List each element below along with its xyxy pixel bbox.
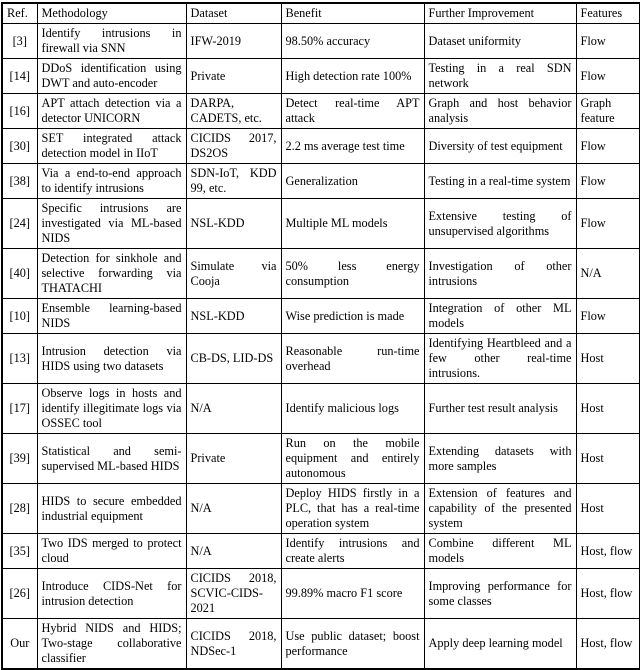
ref-cell: [16] [2,94,37,129]
table-body [2,24,640,670]
ref-cell: [10] [2,299,37,334]
benefit-cell: Identify intrusions and create alerts [281,534,424,569]
improvement-cell: Combine different ML models [424,534,576,569]
methodology-cell: Statistical and semi-supervised ML-based HIDS [37,434,186,484]
benefit-cell: 2.2 ms average test time [281,129,424,164]
dataset-cell: SDN-IoT, KDD 99, etc. [186,164,281,199]
table-row [2,199,640,249]
improvement-cell: Extension of features and capability of the presented system [424,484,576,534]
table-row [2,24,640,59]
benefit-cell: High detection rate 100% [281,59,424,94]
benefit-cell: 50% less energy consumption [281,249,424,299]
table-row [2,384,640,434]
features-cell: Flow [576,164,640,199]
improvement-cell: Testing in a real SDN network [424,59,576,94]
improvement-cell: Graph and host behavior analysis [424,94,576,129]
features-cell: Host [576,484,640,534]
methodology-cell: Detection for sinkhole and selective forwarding via THATACHI [37,249,186,299]
benefit-cell: Reasonable run-time overhead [281,334,424,384]
benefit-cell: Run on the mobile equipment and entirely autonomous [281,434,424,484]
dataset-cell: N/A [186,384,281,434]
features-cell: N/A [576,249,640,299]
improvement-cell: Improving performance for some classes [424,569,576,619]
benefit-cell: Identify malicious logs [281,384,424,434]
improvement-cell: Apply deep learning model [424,619,576,670]
header-ref: Ref. [2,3,37,24]
ref-cell: [17] [2,384,37,434]
methodology-cell: Via a end-to-end approach to identify intrusions [37,164,186,199]
features-cell: Flow [576,59,640,94]
table-row [2,619,640,670]
improvement-cell: Integration of other ML models [424,299,576,334]
methodology-cell: Intrusion detection via HIDS using two datasets [37,334,186,384]
header-benefit: Benefit [281,3,424,24]
features-cell: Host [576,434,640,484]
ref-cell: [38] [2,164,37,199]
table-row [2,484,640,534]
methodology-cell: SET integrated attack detection model in IIoT [37,129,186,164]
ref-cell: [39] [2,434,37,484]
improvement-cell: Investigation of other intrusions [424,249,576,299]
dataset-cell: CICIDS 2018, NDSec-1 [186,619,281,670]
dataset-cell: Private [186,59,281,94]
features-cell: Graph feature [576,94,640,129]
header-dataset: Dataset [186,3,281,24]
ref-cell: [30] [2,129,37,164]
methodology-cell: DDoS identification using DWT and auto-encoder [37,59,186,94]
ref-cell: [14] [2,59,37,94]
benefit-cell: Deploy HIDS firstly in a PLC, that has a real-time operation system [281,484,424,534]
dataset-cell: NSL-KDD [186,199,281,249]
features-cell: Host, flow [576,569,640,619]
benefit-cell: 99.89% macro F1 score [281,569,424,619]
table-row [2,334,640,384]
features-cell: Host, flow [576,619,640,670]
table-row [2,299,640,334]
related-work-table [1,2,640,670]
methodology-cell: HIDS to secure embedded industrial equipment [37,484,186,534]
dataset-cell: CICIDS 2018, SCVIC-CIDS-2021 [186,569,281,619]
table-row [2,164,640,199]
ref-cell: [40] [2,249,37,299]
improvement-cell: Dataset uniformity [424,24,576,59]
improvement-cell: Diversity of test equipment [424,129,576,164]
features-cell: Host, flow [576,534,640,569]
ref-cell: Our [2,619,37,670]
features-cell: Flow [576,299,640,334]
methodology-cell: Specific intrusions are investigated via ML-based NIDS [37,199,186,249]
benefit-cell: Detect real-time APT attack [281,94,424,129]
methodology-cell: Identify intrusions in firewall via SNN [37,24,186,59]
methodology-cell: Introduce CIDS-Net for intrusion detection [37,569,186,619]
table-row [2,569,640,619]
benefit-cell: Generalization [281,164,424,199]
ref-cell: [35] [2,534,37,569]
dataset-cell: N/A [186,484,281,534]
dataset-cell: DARPA, CADETS, etc. [186,94,281,129]
features-cell: Host [576,334,640,384]
dataset-cell: NSL-KDD [186,299,281,334]
improvement-cell: Extensive testing of unsupervised algorithms [424,199,576,249]
table-row [2,249,640,299]
dataset-cell: IFW-2019 [186,24,281,59]
header-row [2,3,640,24]
improvement-cell: Further test result analysis [424,384,576,434]
dataset-cell: CB-DS, LID-DS [186,334,281,384]
methodology-cell: Hybrid NIDS and HIDS; Two-stage collaborative classifier [37,619,186,670]
dataset-cell: CICIDS 2017, DS2OS [186,129,281,164]
features-cell: Host [576,384,640,434]
methodology-cell: Observe logs in hosts and identify illegitimate logs via OSSEC tool [37,384,186,434]
methodology-cell: APT attach detection via a detector UNICORN [37,94,186,129]
improvement-cell: Testing in a real-time system [424,164,576,199]
table-row [2,434,640,484]
benefit-cell: Use public dataset; boost performance [281,619,424,670]
dataset-cell: Private [186,434,281,484]
methodology-cell: Ensemble learning-based NIDS [37,299,186,334]
table-row [2,534,640,569]
table-row [2,129,640,164]
header-further-improvement: Further Improvement [424,3,576,24]
ref-cell: [28] [2,484,37,534]
features-cell: Flow [576,24,640,59]
table-row [2,94,640,129]
dataset-cell: Simulate via Cooja [186,249,281,299]
ref-cell: [3] [2,24,37,59]
table-row [2,59,640,94]
benefit-cell: 98.50% accuracy [281,24,424,59]
features-cell: Flow [576,199,640,249]
benefit-cell: Multiple ML models [281,199,424,249]
ref-cell: [24] [2,199,37,249]
improvement-cell: Identifying Heartbleed and a few other real-time intrusions. [424,334,576,384]
dataset-cell: N/A [186,534,281,569]
methodology-cell: Two IDS merged to protect cloud [37,534,186,569]
header-features: Features [576,3,640,24]
table-header [2,3,640,24]
ref-cell: [13] [2,334,37,384]
benefit-cell: Wise prediction is made [281,299,424,334]
header-methodology: Methodology [37,3,186,24]
ref-cell: [26] [2,569,37,619]
features-cell: Flow [576,129,640,164]
improvement-cell: Extending datasets with more samples [424,434,576,484]
